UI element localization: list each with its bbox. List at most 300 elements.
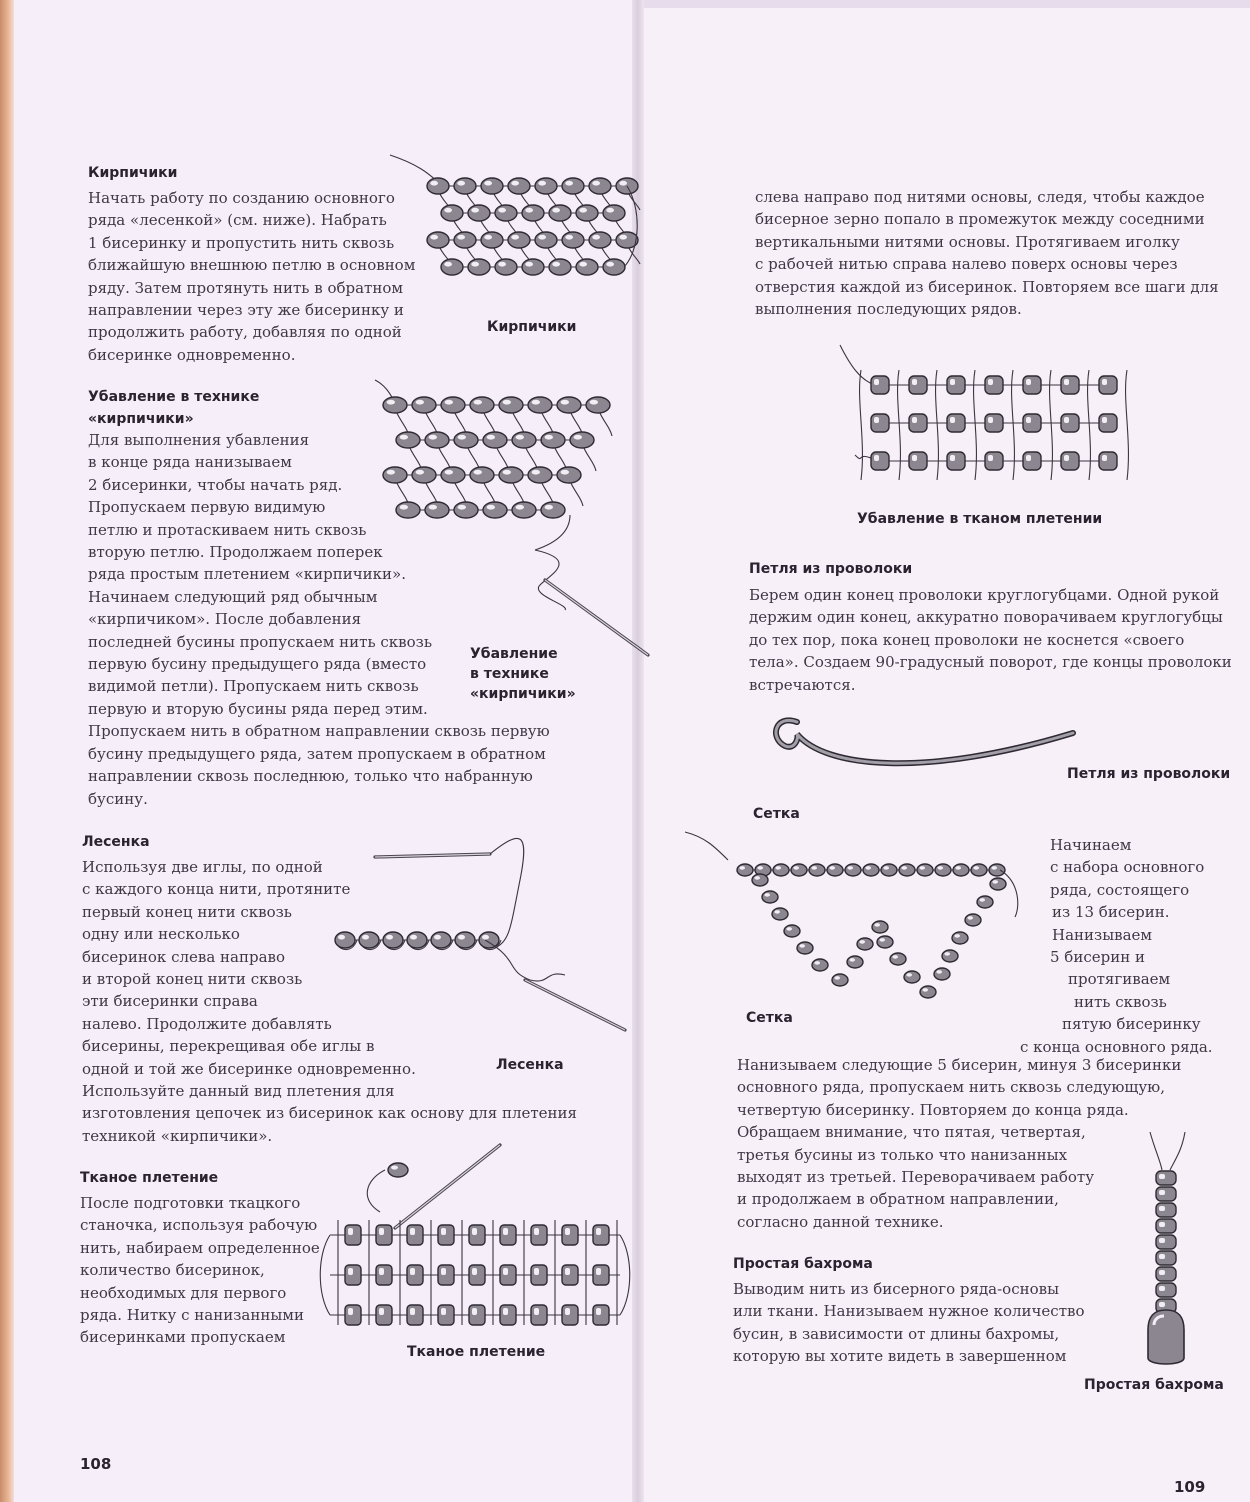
page-number-left: 108	[80, 1455, 112, 1473]
bead-highlight	[874, 379, 879, 385]
bead-highlight	[416, 400, 424, 405]
book-edge	[0, 0, 14, 1502]
bead	[812, 959, 828, 971]
bead-highlight	[457, 181, 465, 186]
bead	[909, 452, 927, 470]
bead-highlight	[874, 455, 879, 461]
wire-loop-illustration	[765, 708, 1085, 788]
bead	[827, 864, 843, 876]
bead-highlight	[482, 935, 489, 940]
bead	[562, 1305, 578, 1325]
bead-highlight	[532, 400, 540, 405]
bead	[500, 1225, 516, 1245]
text-line: слева направо под нитями основы, следя, чтобы каждое	[755, 188, 1205, 206]
bead-highlight	[410, 1268, 415, 1275]
bead-highlight	[1159, 1254, 1165, 1259]
bead-highlight	[954, 934, 960, 938]
text-line: бисерное зерно попало в промежуток между соседними	[755, 210, 1205, 229]
bead-highlight	[498, 208, 506, 213]
bead	[407, 1225, 423, 1245]
text-line: одной и той же бисеринке одновременно.	[82, 1059, 416, 1078]
bead	[562, 1265, 578, 1285]
text-line: с конца основного ряда.	[1020, 1037, 1213, 1056]
bead-highlight	[1064, 379, 1069, 385]
text-line: «кирпичиком». После добавления	[88, 610, 362, 629]
text-line: бисеринке одновременно.	[88, 345, 296, 364]
bead	[481, 232, 503, 248]
wire-loop-caption: Петля из проволоки	[1067, 766, 1231, 782]
heading-line: Убавление в технике	[88, 389, 260, 405]
bead-highlight	[511, 181, 519, 186]
bead	[871, 376, 889, 394]
bead-highlight	[919, 866, 925, 870]
bead-highlight	[386, 935, 393, 940]
thread	[1050, 370, 1053, 480]
bead-highlight	[474, 470, 482, 475]
fringe-caption: Простая бахрома	[1084, 1377, 1224, 1393]
text-line: 1 бисеринку и пропустить нить сквозь	[88, 233, 395, 252]
bead	[376, 1265, 392, 1285]
bead	[549, 259, 571, 275]
loom-text	[80, 1192, 320, 1349]
bead	[427, 232, 449, 248]
bead-highlight	[1159, 1302, 1165, 1307]
bead	[388, 1163, 408, 1177]
bead-highlight	[936, 970, 942, 974]
bead-highlight	[988, 379, 993, 385]
bead	[495, 259, 517, 275]
bead	[1061, 376, 1079, 394]
wire-loop-heading: Петля из проволоки	[749, 561, 913, 577]
needle-shine	[525, 980, 625, 1030]
text-line: ближайшую внешнюю петлю в основном	[88, 256, 416, 275]
bead	[990, 878, 1006, 890]
bead-highlight	[991, 866, 997, 870]
bead	[441, 397, 465, 413]
text-line: Выводим нить из бисерного ряда-основы	[733, 1280, 1060, 1298]
bead	[499, 397, 523, 413]
bead	[899, 864, 915, 876]
text-line: Нанизываем	[1052, 925, 1153, 944]
text-line: направлении сквозь последнюю, только что набранную	[88, 767, 533, 786]
text-line: первую и вторую бусины ряда перед этим.	[88, 699, 428, 718]
bead-highlight	[441, 1268, 446, 1275]
thread	[390, 155, 438, 182]
bead	[877, 936, 893, 948]
bead	[947, 376, 965, 394]
text-line: и продолжаем в обратном направлении,	[737, 1190, 1059, 1209]
bead-highlight	[1159, 1286, 1165, 1291]
bead-highlight	[574, 435, 582, 440]
loom-decrease-caption: Убавление в тканом плетении	[857, 511, 1103, 527]
bead	[500, 1305, 516, 1325]
bead	[425, 432, 449, 448]
text-line: первый конец нити сквозь	[82, 902, 292, 921]
bead-highlight	[430, 181, 438, 186]
bead-highlight	[545, 435, 553, 440]
bead	[376, 1305, 392, 1325]
bead	[383, 397, 407, 413]
text-line: отверстия каждой из бисеринок. Повторяем все шаги для	[755, 277, 1219, 296]
bead-highlight	[757, 866, 763, 870]
bead-highlight	[534, 1228, 539, 1235]
bead-highlight	[338, 935, 345, 940]
bead-highlight	[348, 1308, 353, 1315]
bead-highlight	[441, 1308, 446, 1315]
bead-highlight	[503, 400, 511, 405]
bead	[1156, 1251, 1176, 1265]
bead	[1061, 414, 1079, 432]
bead-highlight	[937, 866, 943, 870]
bead	[1023, 452, 1041, 470]
bead-highlight	[992, 880, 998, 884]
bead-highlight	[950, 455, 955, 461]
bead-highlight	[379, 1308, 384, 1315]
bead-highlight	[912, 455, 917, 461]
thread	[535, 550, 565, 610]
bead	[359, 932, 379, 948]
text-line: основного ряда, пропускаем нить сквозь следующую,	[737, 1078, 1165, 1097]
thread	[685, 832, 728, 860]
bead-highlight	[1064, 417, 1069, 423]
bead-highlight	[979, 898, 985, 902]
decrease-caption	[470, 644, 576, 704]
bead	[531, 1265, 547, 1285]
thread	[898, 370, 901, 480]
bead	[762, 891, 778, 903]
bead-highlight	[545, 505, 553, 510]
brick-heading: Кирпичики	[88, 165, 178, 181]
text-line: нить сквозь	[1074, 992, 1167, 1011]
bead-highlight	[445, 400, 453, 405]
bead	[345, 1305, 361, 1325]
text-line: ряда, состоящего	[1050, 880, 1190, 899]
bead	[576, 205, 598, 221]
bead	[549, 205, 571, 221]
text-line: Используйте данный вид плетения для	[82, 1082, 395, 1101]
bead	[469, 1305, 485, 1325]
text-line: Нанизываем следующие 5 бисерин, минуя 3 бисеринки	[737, 1056, 1182, 1074]
bead	[407, 932, 427, 948]
bead-highlight	[444, 262, 452, 267]
bead	[871, 414, 889, 432]
bead	[438, 1225, 454, 1245]
bead	[454, 432, 478, 448]
bead	[1156, 1171, 1176, 1185]
bead	[593, 1265, 609, 1285]
bead	[977, 896, 993, 908]
bead	[512, 432, 536, 448]
net-stitch-illustration	[680, 822, 1030, 1012]
bead-highlight	[967, 916, 973, 920]
text-line: изготовления цепочек из бисеринок как основу для плетения	[82, 1104, 577, 1123]
bead	[890, 953, 906, 965]
bead	[528, 467, 552, 483]
bead-highlight	[474, 400, 482, 405]
text-line: протягиваем	[1068, 970, 1171, 989]
bead	[589, 232, 611, 248]
thread	[1150, 1132, 1162, 1170]
bead	[603, 259, 625, 275]
text-line: ряда. Нитку с нанизанными	[80, 1306, 304, 1325]
bead-highlight	[471, 208, 479, 213]
bead-highlight	[912, 379, 917, 385]
text-line: третья бусины из только что нанизанных	[737, 1145, 1068, 1164]
bead-highlight	[472, 1308, 477, 1315]
bead-highlight	[472, 1228, 477, 1235]
text-line: налево. Продолжите добавлять	[82, 1014, 332, 1033]
text-line: выходят из третьей. Переворачиваем работу	[737, 1168, 1095, 1187]
text-line: пятую бисеринку	[1062, 1015, 1201, 1034]
bead	[791, 864, 807, 876]
bead-highlight	[879, 938, 885, 942]
text-line: Для выполнения убавления	[88, 431, 310, 449]
bead-highlight	[416, 470, 424, 475]
bead-highlight	[534, 1308, 539, 1315]
bead	[412, 397, 436, 413]
bead	[589, 178, 611, 194]
loom-heading: Тканое плетение	[80, 1170, 219, 1186]
bead-highlight	[859, 940, 865, 944]
bead	[847, 956, 863, 968]
net-text	[737, 1054, 1181, 1233]
bead	[541, 432, 565, 448]
bead-highlight	[988, 417, 993, 423]
bead-highlight	[834, 976, 840, 980]
bead-highlight	[1159, 1270, 1165, 1275]
bead-highlight	[516, 435, 524, 440]
text-line: держим один конец, аккуратно поворачиваем круглогубцы	[749, 608, 1223, 627]
bead-highlight	[565, 1308, 570, 1315]
bead	[1156, 1187, 1176, 1201]
bead-highlight	[552, 208, 560, 213]
fringe-illustration	[1130, 1130, 1200, 1370]
text-line: вертикальными нитями основы. Протягиваем иголку	[755, 232, 1180, 251]
bead-highlight	[1102, 379, 1107, 385]
ladder-stitch-illustration	[320, 820, 640, 1040]
bead-highlight	[944, 952, 950, 956]
text-line: согласно данной технике.	[737, 1212, 944, 1231]
bead-highlight	[348, 1268, 353, 1275]
ladder-caption: Лесенка	[496, 1057, 564, 1073]
bead	[345, 1265, 361, 1285]
bead	[438, 1305, 454, 1325]
thread	[367, 1170, 385, 1212]
text-line: Начинаем	[1050, 836, 1132, 854]
wire-loop-text	[749, 584, 1232, 696]
bead-highlight	[1159, 1222, 1165, 1227]
bead	[376, 1225, 392, 1245]
caption-line: «кирпичики»	[470, 686, 576, 702]
bead	[335, 932, 355, 948]
bead	[985, 452, 1003, 470]
bead-highlight	[458, 935, 465, 940]
loom-weaving-illustration	[325, 1140, 625, 1340]
bead-highlight	[606, 262, 614, 267]
page-number-right: 109	[1174, 1478, 1206, 1496]
bead-highlight	[561, 400, 569, 405]
bead	[797, 942, 813, 954]
caption-line: Убавление	[470, 646, 558, 662]
bead	[562, 232, 584, 248]
thread	[860, 370, 863, 480]
brick-decrease-illustration	[350, 375, 650, 665]
text-line: с рабочей нитью справа налево поверх основы через	[755, 255, 1178, 274]
bead	[557, 397, 581, 413]
bead-highlight	[410, 1308, 415, 1315]
bead-highlight	[471, 262, 479, 267]
bead-highlight	[410, 935, 417, 940]
bead	[431, 932, 451, 948]
bead	[562, 178, 584, 194]
bead	[535, 178, 557, 194]
text-line: до тех пор, пока конец проволоки не коснется «своего	[749, 630, 1185, 649]
text-line: одну или несколько	[82, 925, 240, 944]
bead-highlight	[592, 181, 600, 186]
bead	[881, 864, 897, 876]
bead-highlight	[811, 866, 817, 870]
bead-highlight	[849, 958, 855, 962]
loom-continued-text	[755, 186, 1219, 320]
text-line: с каждого конца нити, протяните	[82, 880, 351, 899]
fringe-text	[733, 1278, 1084, 1368]
bead	[985, 414, 1003, 432]
text-line: ряда «лесенкой» (см. ниже). Набрать	[88, 211, 387, 230]
bead-highlight	[472, 1268, 477, 1275]
bead-highlight	[596, 1268, 601, 1275]
bead	[953, 864, 969, 876]
text-line: последней бусины пропускаем нить сквозь	[88, 632, 432, 651]
bead-highlight	[387, 470, 395, 475]
loom-caption: Тканое плетение	[407, 1344, 546, 1360]
bead	[985, 376, 1003, 394]
bead	[909, 414, 927, 432]
bead	[1099, 452, 1117, 470]
drop-bead-icon	[1148, 1310, 1184, 1364]
bead	[934, 968, 950, 980]
bead	[522, 259, 544, 275]
bead-highlight	[400, 435, 408, 440]
bead-highlight	[579, 208, 587, 213]
bead-highlight	[511, 235, 519, 240]
brick-text	[88, 187, 415, 366]
bead-highlight	[538, 181, 546, 186]
bead	[1156, 1219, 1176, 1233]
bead-highlight	[950, 379, 955, 385]
brick-caption: Кирпичики	[487, 319, 577, 335]
bead-highlight	[1102, 455, 1107, 461]
bead	[1099, 414, 1117, 432]
bead	[454, 178, 476, 194]
bead	[522, 205, 544, 221]
bead-highlight	[487, 435, 495, 440]
bead	[470, 397, 494, 413]
text-line: Обращаем внимание, что пятая, четвертая,	[737, 1123, 1086, 1142]
bead	[407, 1305, 423, 1325]
bead-highlight	[445, 470, 453, 475]
bead-highlight	[503, 1228, 508, 1235]
text-line: Пропускаем нить в обратном направлении сквозь первую	[88, 722, 550, 741]
text-line: встречаются.	[749, 675, 856, 694]
text-line: эти бисеринки справа	[82, 992, 258, 1011]
bead	[483, 502, 507, 518]
bead	[469, 1265, 485, 1285]
bead	[383, 932, 403, 948]
bead-highlight	[430, 235, 438, 240]
bead-highlight	[901, 866, 907, 870]
bead	[481, 178, 503, 194]
text-line: После подготовки ткацкого	[80, 1194, 301, 1212]
bead-highlight	[458, 435, 466, 440]
text-line: Пропускаем первую видимую	[88, 498, 326, 517]
bead-highlight	[410, 1228, 415, 1235]
bead-highlight	[579, 262, 587, 267]
text-line: ряда простым плетением «кирпичики».	[88, 565, 406, 584]
bead	[752, 874, 768, 886]
text-line: бусину.	[88, 789, 148, 808]
fringe-heading: Простая бахрома	[733, 1256, 873, 1272]
bead	[396, 502, 420, 518]
thread	[1088, 370, 1091, 480]
wire-shine	[776, 720, 1073, 763]
bead	[1099, 376, 1117, 394]
bead-highlight	[596, 1228, 601, 1235]
bead-highlight	[429, 435, 437, 440]
bead-highlight	[532, 470, 540, 475]
bead-highlight	[799, 944, 805, 948]
bead-highlight	[429, 505, 437, 510]
loom-decrease-illustration	[835, 340, 1135, 490]
bead-highlight	[1159, 1174, 1165, 1179]
bead-highlight	[892, 955, 898, 959]
text-line: количество бисеринок,	[80, 1261, 265, 1280]
bead	[772, 908, 788, 920]
bead-highlight	[444, 208, 452, 213]
bead	[528, 397, 552, 413]
bead-highlight	[565, 235, 573, 240]
text-line: видимой петли). Пропускаем нить сквозь	[88, 677, 419, 696]
bead	[470, 467, 494, 483]
bead-highlight	[503, 1308, 508, 1315]
bead	[541, 502, 565, 518]
bead	[468, 259, 490, 275]
text-line: из 13 бисерин.	[1052, 903, 1170, 922]
bead	[935, 864, 951, 876]
bead	[454, 502, 478, 518]
bead	[557, 467, 581, 483]
bead-highlight	[503, 470, 511, 475]
bead	[407, 1265, 423, 1285]
bead-highlight	[1026, 417, 1031, 423]
text-line: Начать работу по созданию основного	[88, 189, 395, 207]
bead	[971, 864, 987, 876]
bead-highlight	[484, 235, 492, 240]
bead	[773, 864, 789, 876]
text-line: с набора основного	[1050, 858, 1205, 877]
bead	[396, 432, 420, 448]
bead-highlight	[829, 866, 835, 870]
text-line: в конце ряда нанизываем	[88, 453, 292, 472]
bead	[1156, 1203, 1176, 1217]
bead-highlight	[606, 208, 614, 213]
bead-highlight	[503, 1268, 508, 1275]
ladder-heading: Лесенка	[82, 834, 150, 850]
bead-highlight	[534, 1268, 539, 1275]
bead-highlight	[348, 1228, 353, 1235]
bead	[454, 232, 476, 248]
text-line: Используя две иглы, по одной	[82, 858, 323, 876]
bead	[469, 1225, 485, 1245]
